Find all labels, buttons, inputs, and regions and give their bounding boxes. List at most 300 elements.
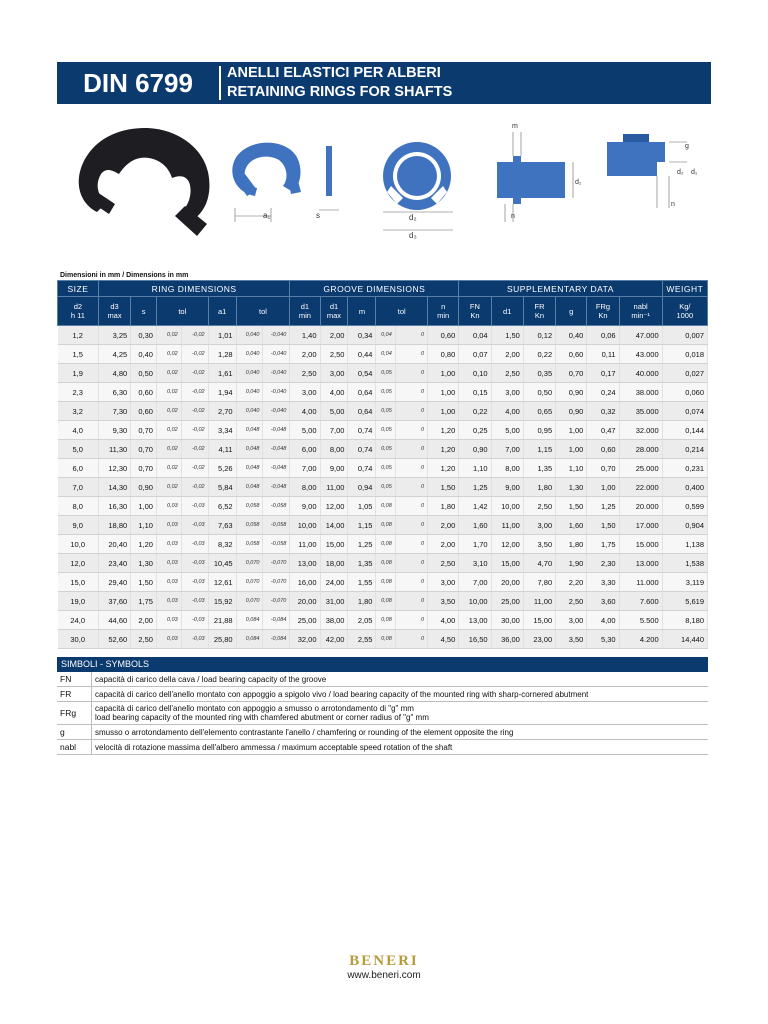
table-cell: 2,50 (556, 592, 587, 611)
title-divider (219, 66, 221, 100)
table-cell: 4,00 (491, 402, 523, 421)
table-cell: 0 (395, 592, 427, 611)
table-cell: 32.000 (619, 421, 662, 440)
label-n-side: n (511, 213, 515, 220)
table-cell: 5.500 (619, 611, 662, 630)
table-row (58, 497, 708, 516)
col-d1-min: d1 min (290, 297, 320, 326)
table-cell: 0,05 (376, 383, 395, 402)
table-cell: 0,70 (131, 440, 157, 459)
table-cell: 11,00 (491, 516, 523, 535)
table-cell: 0,08 (376, 535, 395, 554)
table-cell: 2,00 (290, 345, 320, 364)
table-cell: 6,30 (98, 383, 130, 402)
table-cell: 0,74 (348, 421, 376, 440)
table-cell: 0,60 (131, 383, 157, 402)
table-cell: 1,50 (428, 478, 459, 497)
table-cell: 0 (395, 478, 427, 497)
table-cell: 11,00 (523, 592, 555, 611)
table-cell: 14,440 (662, 630, 707, 649)
table-cell: 25.000 (619, 459, 662, 478)
table-cell: 0,904 (662, 516, 707, 535)
table-cell: 0,048 (236, 421, 263, 440)
table-cell: 1,80 (348, 592, 376, 611)
table-cell: -0,03 (181, 535, 208, 554)
table-cell: 1,50 (491, 326, 523, 345)
table-cell: 29,40 (98, 573, 130, 592)
table-cell: 3,00 (491, 383, 523, 402)
table-cell: 0,64 (348, 402, 376, 421)
table-cell: 1,00 (556, 440, 587, 459)
table-cell: 0,214 (662, 440, 707, 459)
table-cell: 8,180 (662, 611, 707, 630)
table-cell: 28.000 (619, 440, 662, 459)
table-cell: 0 (395, 421, 427, 440)
symbol-text: capacità di carico della cava / load bearing capacity of the groove (92, 672, 709, 687)
table-cell: 1,5 (58, 345, 99, 364)
table-cell: 0 (395, 459, 427, 478)
table-cell: 1,50 (556, 497, 587, 516)
table-cell: 14,00 (320, 516, 348, 535)
table-cell: 4,00 (587, 611, 619, 630)
table-cell: 10,00 (459, 592, 491, 611)
table-row (58, 383, 708, 402)
table-cell: 1,25 (459, 478, 491, 497)
table-cell: 0,08 (376, 573, 395, 592)
col-d2: d2 h 11 (58, 297, 99, 326)
table-cell: 0,34 (348, 326, 376, 345)
table-cell: 8,00 (320, 440, 348, 459)
table-cell: 0,17 (587, 364, 619, 383)
table-cell: 24,0 (58, 611, 99, 630)
table-cell: -0,02 (181, 364, 208, 383)
table-cell: 0 (395, 345, 427, 364)
table-cell: 0,08 (376, 554, 395, 573)
table-cell: 0 (395, 326, 427, 345)
table-cell: 2,00 (428, 535, 459, 554)
table-cell: 1,28 (208, 345, 236, 364)
table-cell: 7,00 (491, 440, 523, 459)
table-cell: 4,00 (320, 383, 348, 402)
table-cell: 0,04 (376, 345, 395, 364)
table-cell: 4,25 (98, 345, 130, 364)
table-cell: -0,02 (181, 326, 208, 345)
symbol-text-it: capacità di carico dell'anello montato con appoggio a smusso o arrotondamento di "g" mm (95, 704, 414, 713)
website-link[interactable]: www.beneri.com (347, 970, 421, 981)
table-cell: 0,05 (376, 440, 395, 459)
table-cell: 9,0 (58, 516, 99, 535)
table-cell: 0,80 (428, 345, 459, 364)
table-cell: -0,070 (263, 573, 290, 592)
table-cell: 8,32 (208, 535, 236, 554)
table-cell: 6,00 (290, 440, 320, 459)
table-cell: 0,03 (156, 630, 181, 649)
table-cell: 1,80 (556, 535, 587, 554)
table-cell: 19,0 (58, 592, 99, 611)
title-bar (57, 62, 711, 104)
table-cell: 0,30 (131, 326, 157, 345)
table-cell: 44,60 (98, 611, 130, 630)
table-cell: 2,00 (320, 326, 348, 345)
table-cell: 1,00 (428, 402, 459, 421)
table-cell: 0,70 (556, 364, 587, 383)
table-row (58, 478, 708, 497)
col-d1: d1 (491, 297, 523, 326)
table-cell: 1,90 (556, 554, 587, 573)
table-cell: 30,0 (58, 630, 99, 649)
label-a1: a₁ (263, 211, 271, 220)
symbol-key: g (57, 725, 92, 740)
table-cell: 0,02 (156, 383, 181, 402)
table-cell: 1,75 (587, 535, 619, 554)
table-cell: 1,25 (587, 497, 619, 516)
table-cell: 4,00 (428, 611, 459, 630)
table-cell: 0,084 (236, 611, 263, 630)
table-cell: 1,538 (662, 554, 707, 573)
table-cell: 9,00 (491, 478, 523, 497)
table-cell: 0,03 (156, 516, 181, 535)
table-cell: 2,50 (491, 364, 523, 383)
symbol-key: FN (57, 672, 92, 687)
table-cell: 8,0 (58, 497, 99, 516)
table-cell: 35.000 (619, 402, 662, 421)
table-cell: 0 (395, 554, 427, 573)
table-row (58, 516, 708, 535)
footer (0, 953, 768, 981)
table-cell: 10,00 (290, 516, 320, 535)
col-m-tol: tol (376, 297, 428, 326)
table-cell: 0,02 (156, 326, 181, 345)
table-row (58, 364, 708, 383)
table-cell: 0,03 (156, 573, 181, 592)
table-cell: 0,60 (556, 345, 587, 364)
table-cell: 0,12 (523, 326, 555, 345)
table-cell: 2,55 (348, 630, 376, 649)
symbol-row (57, 687, 708, 702)
table-cell: -0,058 (263, 535, 290, 554)
units-note: Dimensioni in mm / Dimensions in mm (60, 272, 189, 279)
table-cell: 0,03 (156, 554, 181, 573)
table-cell: 0,02 (156, 364, 181, 383)
table-cell: 10,00 (491, 497, 523, 516)
table-cell: 1,50 (587, 516, 619, 535)
table-cell: 4,11 (208, 440, 236, 459)
table-row (58, 611, 708, 630)
table-row (58, 630, 708, 649)
symbol-key: FR (57, 687, 92, 702)
symbol-text: capacità di carico dell'anello montato con appoggio a spigolo vivo / load bearing capacity of the mounted ring with sharp-cornered abutment (92, 687, 709, 702)
symbol-text: smusso o arrotondamento dell'elemento contrastante l'anello / chamfering or rounding of the element opposite the ring (92, 725, 709, 740)
table-cell: 0,084 (236, 630, 263, 649)
table-cell: 1,75 (131, 592, 157, 611)
table-cell: -0,084 (263, 630, 290, 649)
table-row (58, 326, 708, 345)
table-cell: 30,00 (491, 611, 523, 630)
group-ring-dimensions: RING DIMENSIONS (98, 281, 289, 297)
table-cell: 0,47 (587, 421, 619, 440)
technical-drawings (57, 112, 711, 267)
table-cell: 0,08 (376, 630, 395, 649)
symbol-row (57, 672, 708, 687)
table-cell: 0,11 (587, 345, 619, 364)
symbols-title: SIMBOLI - SYMBOLS (57, 657, 708, 672)
label-d3: d₃ (409, 231, 417, 240)
table-cell: 20.000 (619, 497, 662, 516)
table-cell: 1,15 (348, 516, 376, 535)
table-cell: 13.000 (619, 554, 662, 573)
table-cell: 13,00 (459, 611, 491, 630)
table-cell: 11,00 (290, 535, 320, 554)
table-cell: 1,20 (131, 535, 157, 554)
table-cell: 0,54 (348, 364, 376, 383)
table-cell: -0,03 (181, 592, 208, 611)
table-cell: 1,80 (523, 478, 555, 497)
table-cell: 7,00 (290, 459, 320, 478)
table-cell: 1,35 (348, 554, 376, 573)
table-cell: 5,0 (58, 440, 99, 459)
table-row (58, 345, 708, 364)
table-cell: 12,00 (491, 535, 523, 554)
table-cell: 0,007 (662, 326, 707, 345)
label-s: s (316, 211, 320, 220)
table-cell: 4,70 (523, 554, 555, 573)
col-a1: a1 (208, 297, 236, 326)
col-fr: FR Kn (523, 297, 555, 326)
table-cell: 3,119 (662, 573, 707, 592)
table-cell: 15,92 (208, 592, 236, 611)
table-cell: 1,20 (428, 459, 459, 478)
table-cell: 5,00 (491, 421, 523, 440)
table-cell: 1,70 (459, 535, 491, 554)
table-cell: 0,231 (662, 459, 707, 478)
table-cell: 5,00 (290, 421, 320, 440)
label-m: m (512, 123, 518, 130)
table-cell: 3,00 (290, 383, 320, 402)
table-cell: 6,0 (58, 459, 99, 478)
table-cell: 0,02 (156, 402, 181, 421)
col-n-min: n min (428, 297, 459, 326)
table-cell: 0,02 (156, 345, 181, 364)
table-cell: 0 (395, 440, 427, 459)
col-weight: Kg/ 1000 (662, 297, 707, 326)
table-row (58, 554, 708, 573)
table-row (58, 573, 708, 592)
table-cell: 11,00 (320, 478, 348, 497)
table-cell: 23,00 (523, 630, 555, 649)
table-cell: -0,03 (181, 611, 208, 630)
table-cell: 0,03 (156, 611, 181, 630)
table-cell: 0 (395, 383, 427, 402)
table-cell: 7,80 (523, 573, 555, 592)
table-cell: 15,0 (58, 573, 99, 592)
table-cell: -0,084 (263, 611, 290, 630)
symbol-text: velocità di rotazione massima dell'albero ammessa / maximum acceptable speed rotation of the shaft (92, 740, 709, 755)
table-cell: 0,04 (459, 326, 491, 345)
table-cell: 0,06 (587, 326, 619, 345)
table-cell: 11.000 (619, 573, 662, 592)
table-cell: -0,02 (181, 440, 208, 459)
table-cell: 0,048 (236, 459, 263, 478)
table-cell: -0,058 (263, 497, 290, 516)
table-cell: 18,80 (98, 516, 130, 535)
table-cell: 0,50 (523, 383, 555, 402)
table-cell: 20,40 (98, 535, 130, 554)
table-cell: 0,040 (236, 326, 263, 345)
table-cell: 1,40 (290, 326, 320, 345)
table-cell: 0,027 (662, 364, 707, 383)
table-cell: 1,60 (556, 516, 587, 535)
table-cell: 23,40 (98, 554, 130, 573)
table-cell: 4,50 (428, 630, 459, 649)
label-d2: d₂ (409, 213, 417, 222)
table-cell: 1,9 (58, 364, 99, 383)
table-cell: 1,61 (208, 364, 236, 383)
col-d1-max: d1 max (320, 297, 348, 326)
table-cell: 0,058 (236, 535, 263, 554)
table-cell: 0,05 (376, 421, 395, 440)
table-cell: 1,2 (58, 326, 99, 345)
table-cell: -0,048 (263, 478, 290, 497)
table-cell: 0,40 (131, 345, 157, 364)
table-cell: 1,138 (662, 535, 707, 554)
table-cell: 1,00 (428, 364, 459, 383)
table-cell: 0,07 (459, 345, 491, 364)
table-cell: 0,90 (459, 440, 491, 459)
table-cell: 15,00 (491, 554, 523, 573)
table-cell: 7.600 (619, 592, 662, 611)
table-cell: 3,50 (428, 592, 459, 611)
table-cell: 25,00 (290, 611, 320, 630)
table-cell: 1,00 (428, 383, 459, 402)
table-cell: 21,88 (208, 611, 236, 630)
table-cell: 1,25 (348, 535, 376, 554)
table-cell: 47.000 (619, 326, 662, 345)
table-cell: 0,02 (156, 440, 181, 459)
table-cell: 0,070 (236, 554, 263, 573)
table-cell: 0,70 (587, 459, 619, 478)
table-cell: 3,00 (428, 573, 459, 592)
table-cell: 0 (395, 516, 427, 535)
table-cell: 0,02 (156, 421, 181, 440)
company-logo: BENERI (349, 953, 419, 969)
table-cell: 0,05 (376, 402, 395, 421)
table-cell: 0,90 (131, 478, 157, 497)
table-cell: 5,26 (208, 459, 236, 478)
table-cell: 2,05 (348, 611, 376, 630)
table-cell: 1,00 (587, 478, 619, 497)
table-cell: 20,00 (290, 592, 320, 611)
table-cell: -0,058 (263, 516, 290, 535)
col-s: s (131, 297, 157, 326)
table-cell: 32,00 (290, 630, 320, 649)
table-cell: -0,040 (263, 326, 290, 345)
table-cell: 10,0 (58, 535, 99, 554)
table-cell: 0,60 (587, 440, 619, 459)
table-cell: 0,35 (523, 364, 555, 383)
table-cell: 0 (395, 535, 427, 554)
table-cell: 0 (395, 630, 427, 649)
table-cell: 1,30 (556, 478, 587, 497)
table-cell: 0,08 (376, 592, 395, 611)
table-cell: 0,15 (459, 383, 491, 402)
table-cell: 4,80 (98, 364, 130, 383)
table-cell: 0,60 (428, 326, 459, 345)
table-cell: 1,15 (523, 440, 555, 459)
symbol-key: FRg (57, 702, 92, 725)
table-cell: 9,00 (290, 497, 320, 516)
table-cell: 0,018 (662, 345, 707, 364)
table-cell: 0,90 (556, 402, 587, 421)
table-cell: 24,00 (320, 573, 348, 592)
col-m: m (348, 297, 376, 326)
table-cell: 3,10 (459, 554, 491, 573)
table-cell: 15.000 (619, 535, 662, 554)
table-cell: 4.200 (619, 630, 662, 649)
table-cell: 1,05 (348, 497, 376, 516)
table-cell: -0,040 (263, 383, 290, 402)
table-cell: 0,22 (459, 402, 491, 421)
symbols-table (57, 672, 708, 755)
table-cell: 16,30 (98, 497, 130, 516)
table-cell: 7,0 (58, 478, 99, 497)
table-cell: 8,00 (290, 478, 320, 497)
table-cell: 0 (395, 611, 427, 630)
table-cell: 5,30 (587, 630, 619, 649)
table-cell: -0,02 (181, 478, 208, 497)
table-cell: 0,64 (348, 383, 376, 402)
table-cell: -0,02 (181, 345, 208, 364)
table-cell: 9,30 (98, 421, 130, 440)
table-cell: -0,03 (181, 516, 208, 535)
symbol-key: nabl (57, 740, 92, 755)
table-body (58, 326, 708, 649)
table-cell: -0,040 (263, 402, 290, 421)
label-d1-side: d₁ (575, 179, 582, 186)
table-cell: 0,03 (156, 535, 181, 554)
shaft-abutment-view (607, 134, 698, 208)
table-cell: 12,61 (208, 573, 236, 592)
table-cell: -0,070 (263, 592, 290, 611)
table-cell: -0,03 (181, 554, 208, 573)
table-cell: 0,50 (131, 364, 157, 383)
symbol-text (92, 702, 709, 725)
table-cell: 0,40 (556, 326, 587, 345)
table-cell: 0,03 (156, 592, 181, 611)
table-cell: 17.000 (619, 516, 662, 535)
table-cell: 0,25 (459, 421, 491, 440)
table-cell: -0,048 (263, 421, 290, 440)
table-cell: 16,00 (290, 573, 320, 592)
table-cell: 0,048 (236, 478, 263, 497)
table-cell: 0,44 (348, 345, 376, 364)
table-cell: 0,048 (236, 440, 263, 459)
table-cell: 1,20 (428, 440, 459, 459)
standard-code: DIN 6799 (83, 68, 193, 98)
ring-section-view (316, 146, 339, 220)
symbol-text-en: load bearing capacity of the mounted ring with chamfered abutment or corner radius of "g" mm (95, 713, 429, 722)
table-row (58, 421, 708, 440)
table-cell: 0,058 (236, 497, 263, 516)
table-cell: 0,058 (236, 516, 263, 535)
table-cell: 0,070 (236, 592, 263, 611)
table-cell: 0,08 (376, 516, 395, 535)
table-cell: 20,00 (491, 573, 523, 592)
table-cell: 7,00 (459, 573, 491, 592)
table-cell: 0,32 (587, 402, 619, 421)
title-english: RETAINING RINGS FOR SHAFTS (227, 84, 453, 100)
table-cell: -0,03 (181, 497, 208, 516)
table-cell: 18,00 (320, 554, 348, 573)
